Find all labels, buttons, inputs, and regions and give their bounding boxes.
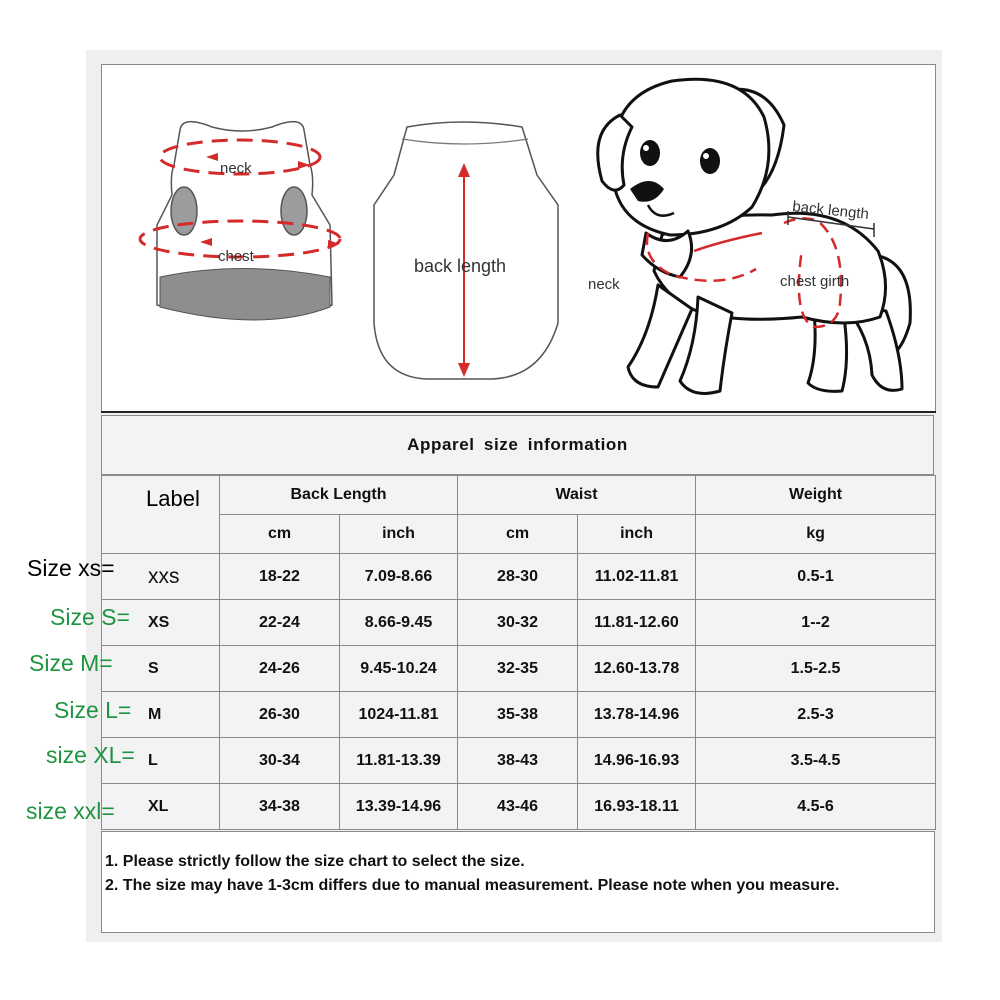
side-label-l: Size L= xyxy=(54,697,132,723)
dog-illustration xyxy=(598,79,911,393)
weight-cell: 4.5-6 xyxy=(696,784,936,830)
back-cm-cell: 22-24 xyxy=(220,600,340,646)
waist-header: Waist xyxy=(458,476,696,515)
label-header: Label xyxy=(102,476,220,554)
size-table xyxy=(101,475,936,830)
waist-inch-cell: 14.96-16.93 xyxy=(578,738,696,784)
back-cm-cell: 30-34 xyxy=(220,738,340,784)
illustration-divider xyxy=(101,411,936,413)
back-inch-cell: 11.81-13.39 xyxy=(340,738,458,784)
table-row xyxy=(102,692,936,738)
side-label-m: Size M= xyxy=(29,650,113,676)
weight-cell: 1--2 xyxy=(696,600,936,646)
dog-back-length-label: back length xyxy=(791,198,870,223)
back-length-header: Back Length xyxy=(220,476,458,515)
waist-cm-cell: 28-30 xyxy=(458,554,578,600)
waist-inch-cell: 11.81-12.60 xyxy=(578,600,696,646)
waist-cm-cell: 38-43 xyxy=(458,738,578,784)
size-label-cell: L xyxy=(102,738,220,784)
table-row xyxy=(102,646,936,692)
back-cm-cell: 34-38 xyxy=(220,784,340,830)
weight-cell: 2.5-3 xyxy=(696,692,936,738)
back-cm-cell: 26-30 xyxy=(220,692,340,738)
size-label-cell: XS xyxy=(102,600,220,646)
waist-inch-cell: 13.78-14.96 xyxy=(578,692,696,738)
waist-cm-cell: 43-46 xyxy=(458,784,578,830)
table-row xyxy=(102,738,936,784)
size-label-cell: S xyxy=(102,646,220,692)
vest-chest-label: chest xyxy=(218,248,254,265)
table-header-row xyxy=(102,476,936,515)
table-row xyxy=(102,554,936,600)
note-2: 2. The size may have 1-3cm differs due to manual measurement. Please note when you measure. xyxy=(105,877,840,894)
waist-inch-unit: inch xyxy=(578,515,696,554)
weight-header: Weight xyxy=(696,476,936,515)
illustration-panel xyxy=(101,64,936,412)
waist-cm-unit: cm xyxy=(458,515,578,554)
back-inch-cell: 9.45-10.24 xyxy=(340,646,458,692)
vest-back-length-label: back length xyxy=(414,256,507,276)
back-cm-cell: 24-26 xyxy=(220,646,340,692)
waist-cm-cell: 35-38 xyxy=(458,692,578,738)
back-inch-cell: 8.66-9.45 xyxy=(340,600,458,646)
waist-inch-cell: 11.02-11.81 xyxy=(578,554,696,600)
waist-cm-cell: 30-32 xyxy=(458,600,578,646)
weight-cell: 1.5-2.5 xyxy=(696,646,936,692)
table-row xyxy=(102,784,936,830)
vest-neck-label: neck xyxy=(220,160,252,177)
waist-inch-cell: 16.93-18.11 xyxy=(578,784,696,830)
back-inch-cell: 7.09-8.66 xyxy=(340,554,458,600)
back-length-inch-unit: inch xyxy=(340,515,458,554)
side-label-xs: Size xs= xyxy=(27,555,115,581)
size-label-cell: XL xyxy=(102,784,220,830)
size-label-cell: xxs xyxy=(102,554,220,600)
back-inch-cell: 13.39-14.96 xyxy=(340,784,458,830)
back-cm-cell: 18-22 xyxy=(220,554,340,600)
side-label-xl: size XL= xyxy=(46,742,135,768)
waist-inch-cell: 12.60-13.78 xyxy=(578,646,696,692)
notes-box xyxy=(101,831,935,933)
back-length-cm-unit: cm xyxy=(220,515,340,554)
weight-kg-unit: kg xyxy=(696,515,936,554)
illustration-svg xyxy=(102,65,935,412)
back-inch-cell: 1024-11.81 xyxy=(340,692,458,738)
table-unit-row xyxy=(102,515,936,554)
side-label-xxl: size xxl= xyxy=(26,798,115,824)
vest-front-illustration xyxy=(140,122,340,320)
note-1: 1. Please strictly follow the size chart to select the size. xyxy=(105,853,525,870)
waist-cm-cell: 32-35 xyxy=(458,646,578,692)
vest-back-illustration xyxy=(374,122,558,379)
size-label-cell: M xyxy=(102,692,220,738)
weight-cell: 3.5-4.5 xyxy=(696,738,936,784)
dog-chest-girth-label: chest girth xyxy=(780,273,850,290)
weight-cell: 0.5-1 xyxy=(696,554,936,600)
side-label-s: Size S= xyxy=(50,604,130,630)
dog-neck-label: neck xyxy=(588,276,620,293)
table-title: Apparel size information xyxy=(101,415,934,475)
table-row xyxy=(102,600,936,646)
